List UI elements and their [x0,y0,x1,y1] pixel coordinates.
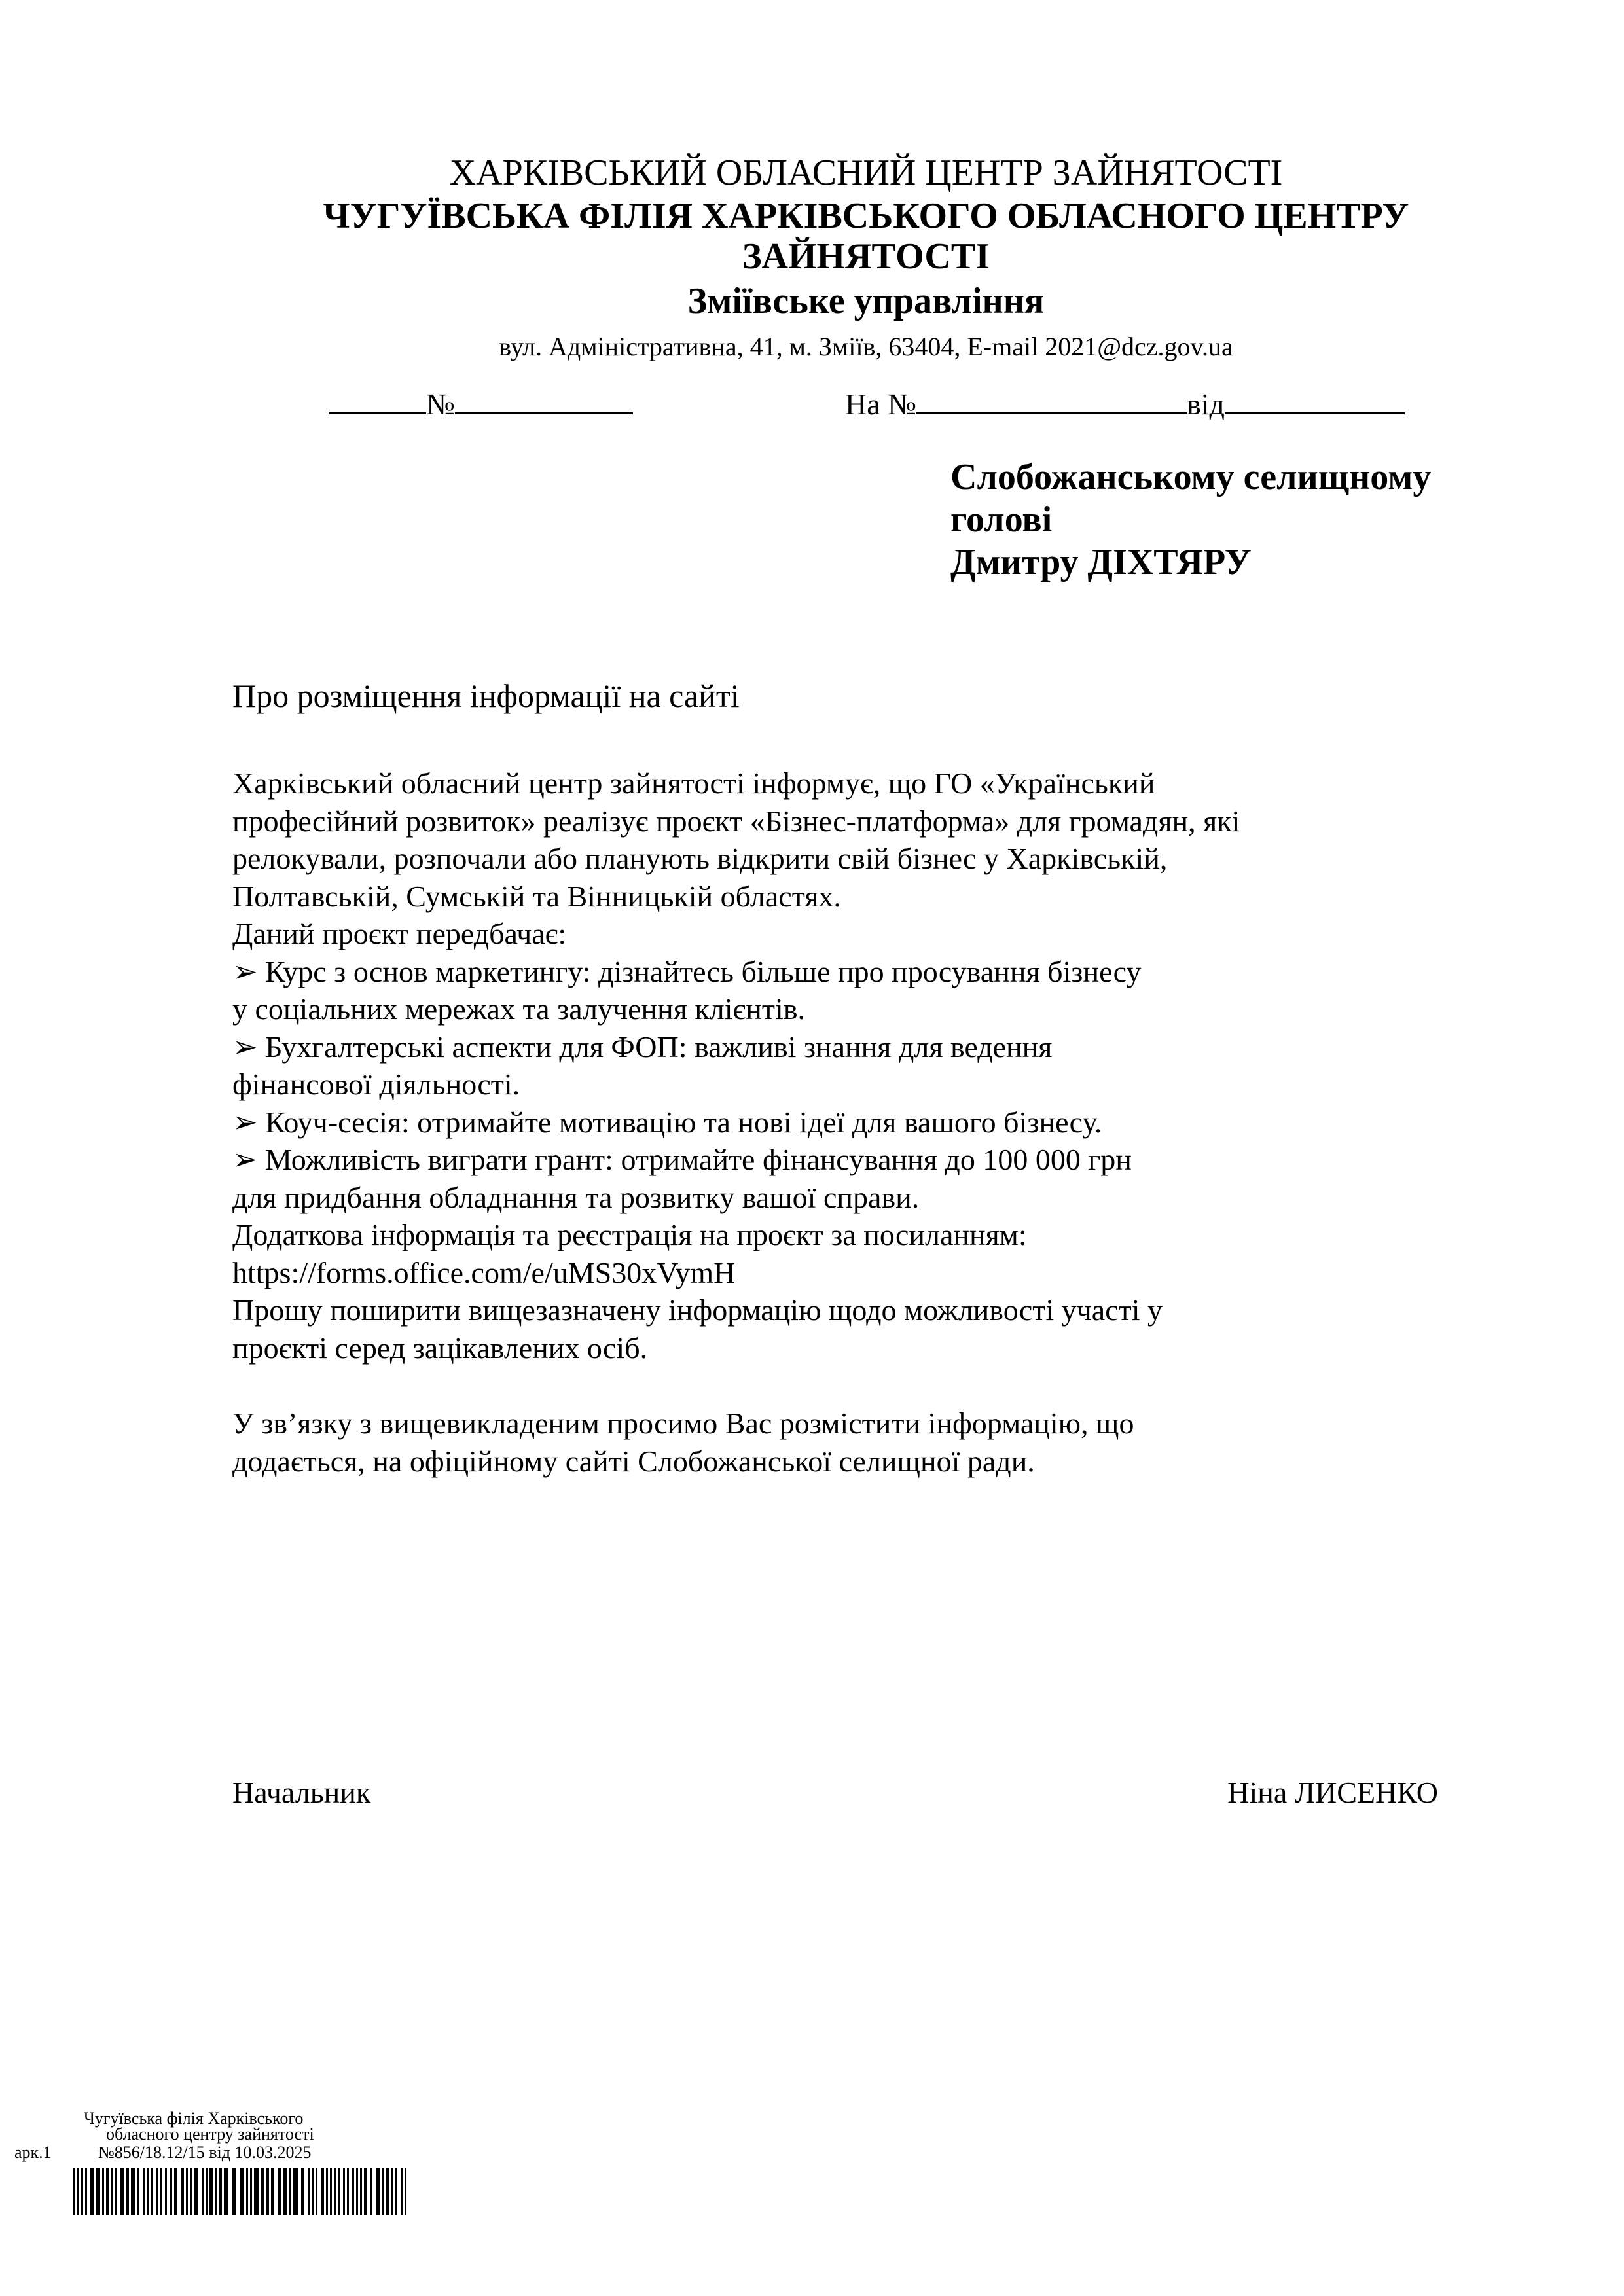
barcode-bar [131,2168,135,2215]
barcode-bar [382,2168,384,2215]
barcode-bar [326,2168,328,2215]
body-bullet-line: ➢ Можливість виграти грант: отримайте фінансування до 100 000 грн [232,1143,1132,1176]
closing-line: У зв’язку з вищевикладеним просимо Вас розмістити інформацію, що [232,1407,1134,1440]
barcode-bar [126,2168,129,2215]
barcode-bar [330,2168,332,2215]
reply-label: На № [845,387,917,421]
barcode-bar [151,2168,153,2215]
outgoing-date-blank [329,386,426,414]
from-label: від [1187,387,1225,421]
barcode-bar [343,2168,345,2215]
org-heading-text: ХАРКІВСЬКИЙ ОБЛАСНИЙ ЦЕНТР ЗАЙНЯТОСТІ [449,152,1283,193]
barcode-bar [219,2168,222,2215]
body-line: релокували, розпочали або планують відкрити свій бізнес у Харківській, [232,842,1168,875]
registration-link[interactable]: https://forms.office.com/e/uMS30xVymH [232,1255,736,1289]
outgoing-number-field [329,386,633,422]
barcode-bar [77,2168,79,2215]
barcode-bar [165,2168,167,2215]
barcode-bar [401,2168,403,2215]
barcode-bar [386,2168,389,2215]
body-bullet-line: ➢ Бухгалтерські аспекти для ФОП: важливі знання для ведення [232,1030,1053,1064]
barcode-bar [215,2168,217,2215]
barcode-bar [224,2168,228,2215]
reply-reference-field [845,386,1405,422]
addressee-line-1: Слобожанському селищному [950,457,1432,497]
stamp-org-line-1: Чугуївська філія Харківського [84,2109,304,2128]
branch-heading-text-1: ЧУГУЇВСЬКА ФІЛІЯ ХАРКІВСЬКОГО ОБЛАСНОГО ЦЕНТРУ [323,196,1409,236]
document-barcode [73,2168,409,2215]
branch-heading-text-2: ЗАЙНЯТОСТІ [742,236,990,277]
barcode-bar [202,2168,204,2215]
barcode-bar [120,2168,124,2215]
addressee-block [950,456,1431,584]
barcode-bar [364,2168,367,2215]
barcode-bar [90,2168,94,2215]
barcode-bar [73,2168,75,2215]
body-line: Полтавській, Сумській та Вінницькій областях. [232,879,841,913]
address-text: вул. Адміністративна, 41, м. Зміїв, 63404, E-mail 2021@dcz.gov.ua [499,332,1233,361]
barcode-bar [147,2168,149,2215]
barcode-bar [261,2168,264,2215]
barcode-bar [312,2168,314,2215]
stamp-registration-number: №856/18.12/15 від 10.03.2025 [98,2143,312,2162]
barcode-bar [395,2168,397,2215]
signatory-position: Начальник [232,1776,371,1809]
stamp-org-line-2: обласного центру зайнятості [106,2125,314,2144]
barcode-bar [271,2168,274,2215]
barcode-bar [96,2168,100,2215]
barcode-bar [278,2168,281,2215]
signatory-name: Ніна ЛИСЕНКО [1227,1776,1438,1809]
barcode-bar [102,2168,104,2215]
barcode-bar [301,2168,304,2215]
barcode-bar [254,2168,259,2215]
body-line: професійний розвиток» реалізує проєкт «Бізнес-платформа» для громадян, які [232,804,1240,838]
barcode-bar [170,2168,172,2215]
outgoing-number-blank [455,386,633,414]
barcode-bar [137,2168,139,2215]
barcode-bar [250,2168,252,2215]
body-bullet-line: ➢ Коуч-сесія: отримайте мотивацію та нові ідеї для вашого бізнесу. [232,1105,1102,1139]
department-heading-text: Зміївське управління [687,281,1045,321]
barcode-bar [181,2168,184,2215]
barcode-bar [209,2168,213,2215]
reply-date-blank [1225,386,1405,414]
barcode-bar [352,2168,354,2215]
body-line: у соціальних мережах та залучення клієнтів. [232,992,805,1026]
barcode-bar [115,2168,117,2215]
body-line: для придбання обладнання та розвитку вашої справи. [232,1180,920,1214]
barcode-bar [85,2168,87,2215]
barcode-bar [111,2168,113,2215]
barcode-bar [391,2168,393,2215]
barcode-bar [289,2168,291,2215]
barcode-bar [266,2168,269,2215]
body-line: Додаткова інформація та реєстрація на проєкт за посиланням: [232,1218,1027,1251]
barcode-bar [246,2168,248,2215]
barcode-bar [308,2168,310,2215]
barcode-bar [206,2168,208,2215]
barcode-bar [106,2168,109,2215]
body-line: Прошу поширити вищезазначену інформацію щодо можливості участі у [232,1293,1163,1327]
barcode-bar [190,2168,192,2215]
barcode-bar [143,2168,145,2215]
addressee-line-2: голові [950,499,1053,540]
barcode-bar [347,2168,349,2215]
letter-body [232,764,1240,1480]
barcode-bar [334,2168,336,2215]
barcode-bar [156,2168,158,2215]
body-line: фінансової діяльності. [232,1067,520,1101]
closing-line: додається, на офіційному сайті Слобожанської селищної ради. [232,1444,1035,1478]
stamp-sheet-number: арк.1 [14,2143,52,2162]
number-sign: № [426,387,455,421]
barcode-bar [174,2168,177,2215]
barcode-bar [338,2168,340,2215]
barcode-bar [194,2168,198,2215]
barcode-bar [356,2168,358,2215]
barcode-bar [293,2168,298,2215]
barcode-bar [240,2168,244,2215]
barcode-bar [232,2168,236,2215]
reply-number-blank [916,386,1187,414]
paragraph-gap [232,1367,1240,1405]
barcode-bar [81,2168,83,2215]
barcode-bar [160,2168,162,2215]
barcode-bar [321,2168,324,2215]
addressee-line-3: Дмитру ДІХТЯРУ [950,542,1252,583]
barcode-bar [370,2168,372,2215]
letter-subject: Про розміщення інформації на сайті [232,677,740,714]
barcode-bar [316,2168,317,2215]
body-line: проєкті серед зацікавлених осіб. [232,1331,648,1365]
barcode-bar [186,2168,188,2215]
barcode-bar [283,2168,287,2215]
body-line: Даний проєкт передбачає: [232,917,567,950]
body-line: Харківський обласний центр зайнятості інформує, що ГО «Український [232,766,1155,800]
barcode-bar [376,2168,380,2215]
body-bullet-line: ➢ Курс з основ маркетингу: дізнайтесь більше про просування бізнесу [232,954,1142,988]
barcode-bar [360,2168,362,2215]
barcode-bar [405,2168,406,2215]
